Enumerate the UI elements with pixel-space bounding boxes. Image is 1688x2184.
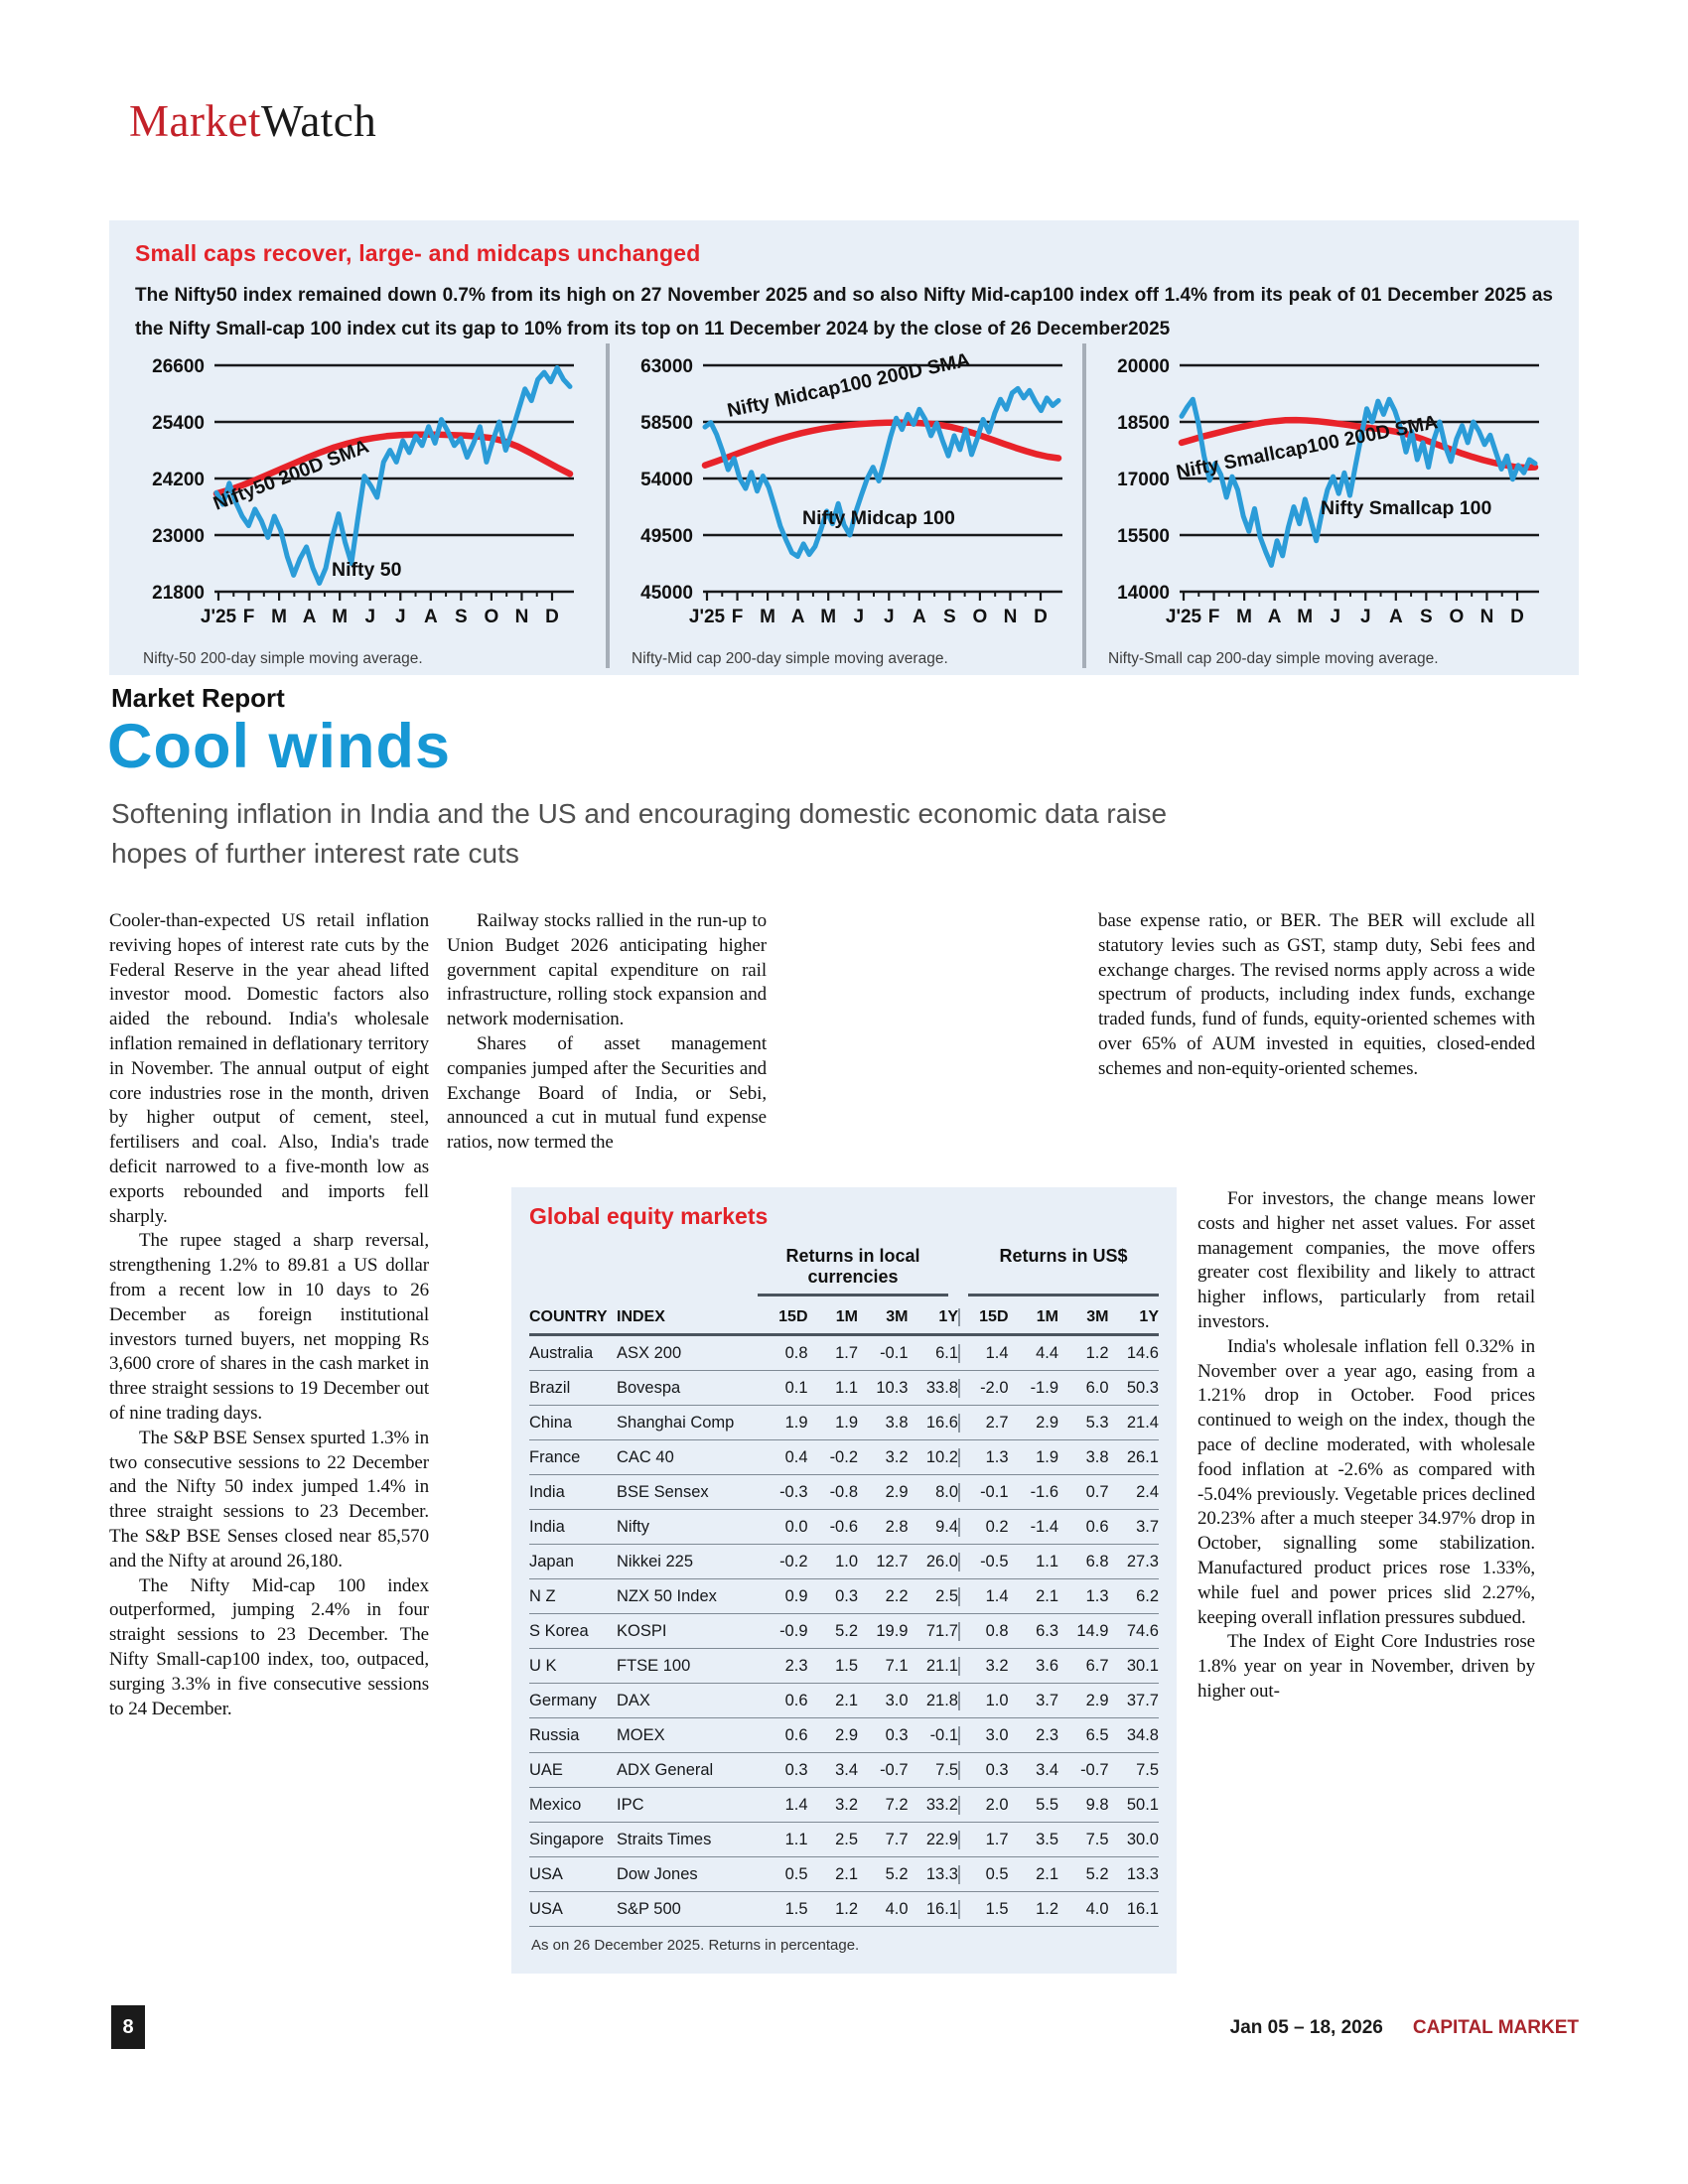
- cell-country: Germany: [529, 1691, 597, 1709]
- cell-return: 33.2: [925, 1795, 958, 1814]
- cell-return: 0.3: [784, 1760, 808, 1779]
- cell-return: 2.9: [1036, 1413, 1058, 1432]
- svg-text:54000: 54000: [640, 470, 693, 490]
- cell-return: 50.1: [1126, 1795, 1159, 1814]
- magazine-masthead: [129, 95, 376, 147]
- cell-return: 7.5: [1136, 1760, 1159, 1779]
- cell-country: UAE: [529, 1760, 563, 1779]
- cell-return: -0.7: [880, 1760, 909, 1779]
- cell-index: MOEX: [617, 1725, 665, 1744]
- table-col-header: 1Y: [1139, 1308, 1159, 1325]
- cell-return: 2.9: [885, 1482, 909, 1501]
- cell-return: 6.7: [1085, 1656, 1109, 1675]
- smallcap-chart-canvas: [1100, 343, 1559, 648]
- index-line-label: Nifty Smallcap 100: [1321, 497, 1492, 519]
- sma-line-label: Nifty Midcap100 200D SMA: [725, 348, 972, 422]
- cell-return: 1.2: [1036, 1899, 1058, 1918]
- table-row: [529, 1475, 1159, 1510]
- cell-return: -0.3: [779, 1482, 808, 1501]
- cell-return: 5.2: [1085, 1864, 1109, 1883]
- cell-return: 0.3: [835, 1586, 858, 1605]
- midcap-chart-caption: Nifty-Mid cap 200-day simple moving average.: [632, 650, 948, 667]
- cell-return: -0.5: [958, 1553, 1009, 1571]
- table-col-header: 1Y: [938, 1308, 958, 1325]
- cell-return: 10.2: [925, 1447, 958, 1466]
- table-body: [529, 1336, 1159, 1927]
- cell-return: 1.9: [784, 1413, 808, 1432]
- svg-text:F: F: [1207, 607, 1220, 627]
- cell-return: 1.5: [784, 1899, 808, 1918]
- chart-nifty50: [129, 343, 606, 668]
- cell-country: Japan: [529, 1552, 574, 1570]
- cell-return: 5.3: [1085, 1413, 1109, 1432]
- cell-return: 5.2: [885, 1864, 909, 1883]
- cell-return: 30.1: [1126, 1656, 1159, 1675]
- cell-return: 6.8: [1085, 1552, 1109, 1570]
- svg-text:23000: 23000: [152, 526, 205, 547]
- cell-index: Dow Jones: [617, 1864, 698, 1883]
- cell-return: 10.3: [876, 1378, 909, 1397]
- table-col-header: 3M: [886, 1308, 909, 1325]
- cell-country: Australia: [529, 1343, 594, 1362]
- cell-return: 50.3: [1126, 1378, 1159, 1397]
- cell-return: 6.3: [1036, 1621, 1058, 1640]
- cell-return: 1.2: [1085, 1343, 1109, 1362]
- cell-return: 2.1: [835, 1864, 858, 1883]
- svg-text:20000: 20000: [1117, 356, 1170, 377]
- svg-text:A: A: [302, 607, 317, 627]
- cell-return: 2.1: [835, 1691, 858, 1709]
- table-footnote: As on 26 December 2025. Returns in percentage.: [531, 1937, 860, 1954]
- svg-text:J: J: [853, 607, 865, 627]
- cell-return: 16.1: [925, 1899, 958, 1918]
- cell-country: Mexico: [529, 1795, 582, 1814]
- paragraph: Cooler-than-expected US retail inflation reviving hopes of interest rate cuts by the Federal Reserve in the year ahead lifted investor mood. Domestic factors also aided the rebound. India's wholesale inflation remained in deflationary territory in November. The annual output of eight core industries rose in the month, driven by higher output of cement, steel, fertilisers and coal. Also, India's trade deficit narrowed to a five-month low as exports rebounded and imports fell sharply.: [109, 910, 429, 1227]
- cell-return: 9.4: [935, 1517, 958, 1536]
- cell-return: 0.3: [958, 1761, 1009, 1780]
- paragraph: For investors, the change means lower costs and higher net asset values. For asset management companies, the move offers greater cost flexibility and likely to attract higher inflows, particularly from retail investors.: [1197, 1188, 1535, 1332]
- cell-return: 4.0: [885, 1899, 909, 1918]
- article-subtitle: Softening inflation in India and the US and encouraging domestic economic data raise hopes of further interest rate cuts: [111, 798, 1168, 869]
- svg-text:14000: 14000: [1117, 583, 1170, 604]
- cell-return: 3.2: [835, 1795, 858, 1814]
- svg-text:M: M: [271, 607, 288, 627]
- svg-text:J'25: J'25: [1165, 607, 1202, 627]
- cell-return: -0.2: [779, 1552, 808, 1570]
- svg-text:S: S: [943, 607, 956, 627]
- cell-index: ADX General: [617, 1760, 714, 1779]
- svg-text:J: J: [883, 607, 895, 627]
- paragraph: The Nifty Mid-cap 100 index outperformed, jumping 2.4% in four straight sessions to 23 December. The Nifty Small-cap100 index, too, outpaced, surging 3.3% in five consecutive sessions to 24 December.: [109, 1574, 429, 1719]
- table-group-headers: [529, 1246, 1159, 1297]
- footer-right: [1230, 2017, 1579, 2039]
- charts-row: [129, 343, 1559, 668]
- cell-return: 7.5: [935, 1760, 958, 1779]
- cell-return: 3.8: [885, 1413, 909, 1432]
- index-line-label: Nifty 50: [332, 559, 402, 581]
- svg-text:N: N: [514, 607, 529, 627]
- cell-return: 7.1: [885, 1656, 909, 1675]
- cell-return: 1.1: [835, 1378, 858, 1397]
- cell-return: 0.6: [784, 1725, 808, 1744]
- svg-text:S: S: [1420, 607, 1433, 627]
- cell-country: USA: [529, 1864, 563, 1883]
- cell-return: 1.4: [784, 1795, 808, 1814]
- cell-return: 26.1: [1126, 1447, 1159, 1466]
- cell-return: 1.3: [1085, 1586, 1109, 1605]
- article-title: Cool winds: [107, 712, 451, 781]
- cell-return: 1.5: [835, 1656, 858, 1675]
- cell-return: 3.0: [958, 1726, 1009, 1745]
- cell-return: 0.0: [784, 1517, 808, 1536]
- table-title: Global equity markets: [529, 1203, 769, 1229]
- group-header-usd: Returns in US$: [968, 1246, 1159, 1297]
- svg-text:F: F: [731, 607, 744, 627]
- chart-nifty-midcap100: [606, 343, 1082, 668]
- paragraph: The rupee staged a sharp reversal, strengthening 1.2% to 89.81 a US dollar from a recent low in 10 days to 26 December as foreign institutional investors turned buyers, net mopping Rs 3,600 crore of shares in the cash market in three straight sessions to 19 December out of nine trading days.: [109, 1230, 429, 1424]
- cell-return: 2.9: [835, 1725, 858, 1744]
- cell-return: 3.4: [1036, 1760, 1058, 1779]
- chart-nifty-smallcap100: [1082, 343, 1559, 668]
- sma-line-label: Nifty Smallcap100 200D SMA: [1174, 411, 1440, 483]
- table-row: [529, 1579, 1159, 1614]
- cell-return: 14.9: [1076, 1621, 1109, 1640]
- svg-text:M: M: [820, 607, 837, 627]
- paragraph: The Index of Eight Core Industries rose 1.8% year on year in November, driven by higher out-: [1197, 1631, 1535, 1702]
- svg-text:J: J: [394, 607, 406, 627]
- svg-text:O: O: [1449, 607, 1465, 627]
- cell-index: S&P 500: [617, 1899, 681, 1918]
- cell-return: 16.1: [1126, 1899, 1159, 1918]
- table-col-header: COUNTRY: [529, 1308, 608, 1325]
- svg-text:A: A: [790, 607, 805, 627]
- svg-text:A: A: [1267, 607, 1282, 627]
- svg-text:63000: 63000: [640, 356, 693, 377]
- cell-return: -0.1: [929, 1725, 958, 1744]
- svg-text:M: M: [1297, 607, 1314, 627]
- section-kicker: Market Report: [111, 683, 285, 713]
- svg-text:58500: 58500: [640, 413, 693, 434]
- cell-return: 0.6: [784, 1691, 808, 1709]
- cell-country: S Korea: [529, 1621, 589, 1640]
- cell-country: Singapore: [529, 1830, 605, 1848]
- svg-text:O: O: [484, 607, 499, 627]
- cell-return: 8.0: [935, 1482, 958, 1501]
- svg-text:25400: 25400: [152, 413, 205, 434]
- table-col-header: 3M: [1086, 1308, 1109, 1325]
- cell-return: 0.8: [784, 1343, 808, 1362]
- cell-return: 2.0: [958, 1796, 1009, 1815]
- cell-return: -1.9: [1030, 1378, 1058, 1397]
- midcap-chart-canvas: [624, 343, 1082, 648]
- cell-return: -0.7: [1080, 1760, 1109, 1779]
- svg-text:J'25: J'25: [200, 607, 237, 627]
- cell-index: Shanghai Comp: [617, 1413, 735, 1432]
- cell-return: 3.2: [958, 1657, 1009, 1676]
- cell-index: Bovespa: [617, 1378, 681, 1397]
- body-column-3-lower: [1197, 1187, 1535, 1705]
- cell-return: 2.3: [1036, 1725, 1058, 1744]
- cell-return: 21.4: [1126, 1413, 1159, 1432]
- body-column-1: [109, 909, 429, 1721]
- svg-text:N: N: [1479, 607, 1494, 627]
- cell-return: 74.6: [1126, 1621, 1159, 1640]
- cell-country: China: [529, 1413, 573, 1432]
- table-row: [529, 1753, 1159, 1788]
- masthead-part-red: Market: [129, 96, 261, 146]
- cell-return: 4.4: [1036, 1343, 1058, 1362]
- cell-index: Straits Times: [617, 1830, 712, 1848]
- cell-return: 1.7: [835, 1343, 858, 1362]
- table-col-header: 15D: [778, 1308, 808, 1325]
- cell-return: 37.7: [1126, 1691, 1159, 1709]
- cell-return: 2.5: [835, 1830, 858, 1848]
- cell-country: India: [529, 1482, 565, 1501]
- nifty50-chart-canvas: [135, 343, 606, 648]
- table-row: [529, 1718, 1159, 1753]
- cell-return: 12.7: [876, 1552, 909, 1570]
- cell-return: 6.1: [935, 1343, 958, 1362]
- table-row: [529, 1336, 1159, 1371]
- table-col-header: 1M: [835, 1308, 858, 1325]
- cell-return: 9.8: [1085, 1795, 1109, 1814]
- table-row: [529, 1614, 1159, 1649]
- cell-return: 3.7: [1036, 1691, 1058, 1709]
- cell-return: 2.1: [1036, 1586, 1058, 1605]
- cell-return: 2.8: [885, 1517, 909, 1536]
- cell-return: 0.1: [784, 1378, 808, 1397]
- svg-text:D: D: [545, 607, 559, 627]
- cell-return: 30.0: [1126, 1830, 1159, 1848]
- svg-text:N: N: [1003, 607, 1018, 627]
- cell-country: USA: [529, 1899, 563, 1918]
- cell-return: 26.0: [925, 1552, 958, 1570]
- summary-intro-text: The Nifty50 index remained down 0.7% from its high on 27 November 2025 and so also Nifty Mid-cap100 index off 1.4% from its peak of 01 December 2025 as the Nifty Small-cap 100 index cut its gap to 10% from its top on 11 December 2024 by the close of 26 December2025: [135, 285, 1553, 340]
- cell-return: 1.0: [835, 1552, 858, 1570]
- svg-text:J: J: [1330, 607, 1341, 627]
- cell-return: -0.6: [829, 1517, 858, 1536]
- svg-text:O: O: [972, 607, 988, 627]
- svg-text:A: A: [423, 607, 438, 627]
- cell-return: 6.2: [1136, 1586, 1159, 1605]
- paragraph: India's wholesale inflation fell 0.32% in November over a year ago, easing from a 1.21% drop in October. Food prices continued to weigh on the index, though the pace of decline moderated, with wholesale food inflation at -2.6% as compared with -5.04% previously. Vegetable prices declined 20.23% after a much steeper 34.97% drop in October, signalling some stabilization. Manufactured product prices rose 1.33%, while fuel and power prices slid 2.27%, keeping overall inflation pressures subdued.: [1197, 1335, 1535, 1628]
- cell-return: 0.9: [784, 1586, 808, 1605]
- cell-return: 0.7: [1085, 1482, 1109, 1501]
- cell-return: 2.1: [1036, 1864, 1058, 1883]
- cell-return: 33.8: [925, 1378, 958, 1397]
- cell-return: 3.4: [835, 1760, 858, 1779]
- svg-text:49500: 49500: [640, 526, 693, 547]
- cell-return: -2.0: [958, 1379, 1009, 1398]
- cell-return: 5.2: [835, 1621, 858, 1640]
- svg-text:45000: 45000: [640, 583, 693, 604]
- cell-return: 1.9: [835, 1413, 858, 1432]
- cell-return: -0.2: [829, 1447, 858, 1466]
- cell-return: 1.3: [958, 1448, 1009, 1467]
- svg-text:S: S: [455, 607, 468, 627]
- global-equity-markets-table: [511, 1187, 1177, 1974]
- sma-line-label: Nifty50 200D SMA: [210, 435, 372, 515]
- table-row: [529, 1440, 1159, 1475]
- cell-index: BSE Sensex: [617, 1482, 709, 1501]
- paragraph: Shares of asset management companies jumped after the Securities and Exchange Board of India, or Sebi, announced a cut in mutual fund expense ratios, now termed the: [447, 1032, 767, 1154]
- svg-text:24200: 24200: [152, 470, 205, 490]
- cell-return: 4.0: [1085, 1899, 1109, 1918]
- cell-index: KOSPI: [617, 1621, 667, 1640]
- cell-return: 1.7: [958, 1831, 1009, 1849]
- table-row: [529, 1892, 1159, 1927]
- svg-text:A: A: [1388, 607, 1403, 627]
- svg-text:M: M: [332, 607, 349, 627]
- cell-return: -0.1: [880, 1343, 909, 1362]
- table-row: [529, 1510, 1159, 1545]
- cell-index: CAC 40: [617, 1447, 674, 1466]
- cell-return: 1.4: [958, 1587, 1009, 1606]
- cell-return: -0.8: [829, 1482, 858, 1501]
- cell-return: 7.5: [1085, 1830, 1109, 1848]
- cell-return: 7.7: [885, 1830, 909, 1848]
- svg-text:M: M: [1236, 607, 1253, 627]
- cell-index: ASX 200: [617, 1343, 682, 1362]
- cell-return: 2.3: [784, 1656, 808, 1675]
- svg-text:J: J: [1359, 607, 1371, 627]
- svg-text:26600: 26600: [152, 356, 205, 377]
- page-number-badge: 8: [111, 2005, 145, 2049]
- cell-return: 3.8: [1085, 1447, 1109, 1466]
- cell-index: FTSE 100: [617, 1656, 691, 1675]
- svg-text:A: A: [912, 607, 926, 627]
- cell-return: 1.0: [958, 1692, 1009, 1710]
- cell-return: 1.1: [784, 1830, 808, 1848]
- table-col-header: 1M: [1036, 1308, 1058, 1325]
- market-summary-box: [109, 220, 1579, 675]
- cell-return: 3.7: [1136, 1517, 1159, 1536]
- svg-text:J: J: [364, 607, 376, 627]
- cell-return: 7.2: [885, 1795, 909, 1814]
- cell-return: 2.7: [958, 1414, 1009, 1433]
- cell-return: 1.9: [1036, 1447, 1058, 1466]
- cell-country: France: [529, 1447, 581, 1466]
- cell-return: 16.6: [925, 1413, 958, 1432]
- index-line-label: Nifty Midcap 100: [802, 507, 955, 529]
- cell-return: 14.6: [1126, 1343, 1159, 1362]
- cell-return: 2.2: [885, 1586, 909, 1605]
- cell-return: 19.9: [876, 1621, 909, 1640]
- cell-return: 22.9: [925, 1830, 958, 1848]
- svg-text:D: D: [1510, 607, 1524, 627]
- body-column-2: [447, 909, 767, 1156]
- table-col-header: INDEX: [617, 1308, 665, 1325]
- cell-country: U K: [529, 1656, 557, 1675]
- nifty50-chart-caption: Nifty-50 200-day simple moving average.: [143, 650, 423, 667]
- cell-return: -0.1: [958, 1483, 1009, 1502]
- cell-return: 6.5: [1085, 1725, 1109, 1744]
- cell-return: 0.2: [958, 1518, 1009, 1537]
- cell-return: -0.9: [779, 1621, 808, 1640]
- table-row: [529, 1857, 1159, 1892]
- magazine-name: CAPITAL MARKET: [1412, 2017, 1579, 2038]
- table-column-headers: [529, 1302, 1159, 1336]
- cell-return: 1.2: [835, 1899, 858, 1918]
- cell-country: N Z: [529, 1586, 556, 1605]
- cell-return: 21.1: [925, 1656, 958, 1675]
- masthead-part-black: Watch: [260, 96, 377, 146]
- cell-return: 2.5: [935, 1586, 958, 1605]
- cell-return: 0.4: [784, 1447, 808, 1466]
- cell-index: NZX 50 Index: [617, 1586, 717, 1605]
- cell-return: -1.6: [1030, 1482, 1058, 1501]
- cell-return: 0.5: [784, 1864, 808, 1883]
- cell-return: 34.8: [1126, 1725, 1159, 1744]
- cell-return: 2.9: [1085, 1691, 1109, 1709]
- smallcap-chart-caption: Nifty-Small cap 200-day simple moving average.: [1108, 650, 1439, 667]
- cell-return: 13.3: [925, 1864, 958, 1883]
- svg-text:18500: 18500: [1117, 413, 1170, 434]
- svg-text:F: F: [242, 607, 255, 627]
- summary-heading: Small caps recover, large- and midcaps unchanged: [135, 240, 701, 266]
- table-row: [529, 1788, 1159, 1823]
- svg-text:J'25: J'25: [688, 607, 726, 627]
- svg-text:17000: 17000: [1117, 470, 1170, 490]
- cell-return: 1.4: [958, 1344, 1009, 1363]
- cell-return: 5.5: [1036, 1795, 1058, 1814]
- cell-index: Nikkei 225: [617, 1552, 694, 1570]
- cell-return: 1.1: [1036, 1552, 1058, 1570]
- cell-return: 13.3: [1126, 1864, 1159, 1883]
- svg-text:15500: 15500: [1117, 526, 1170, 547]
- cell-return: 3.0: [885, 1691, 909, 1709]
- table-row: [529, 1371, 1159, 1406]
- cell-return: 27.3: [1126, 1552, 1159, 1570]
- cell-return: -1.4: [1030, 1517, 1058, 1536]
- svg-text:D: D: [1034, 607, 1048, 627]
- cell-return: 6.0: [1085, 1378, 1109, 1397]
- table-row: [529, 1406, 1159, 1440]
- cell-return: 0.3: [885, 1725, 909, 1744]
- table-row: [529, 1823, 1159, 1857]
- cell-return: 2.4: [1136, 1482, 1159, 1501]
- table-row: [529, 1545, 1159, 1579]
- table-col-header: 15D: [958, 1308, 1009, 1326]
- cell-return: 21.8: [925, 1691, 958, 1709]
- svg-text:M: M: [760, 607, 776, 627]
- cell-return: 0.8: [958, 1622, 1009, 1641]
- cell-country: India: [529, 1517, 565, 1536]
- paragraph: The S&P BSE Sensex spurted 1.3% in two consecutive sessions to 22 December and the Nifty 50 index jumped 1.4% in three straight sessions to 23 December. The S&P BSE Senses closed near 85,570 and the Nifty at around 26,180.: [109, 1427, 429, 1571]
- svg-text:21800: 21800: [152, 583, 205, 604]
- paragraph: base expense ratio, or BER. The BER will exclude all statutory levies such as GST, stamp duty, Sebi fees and exchange charges. The revised norms apply across a wide spectrum of products, including index funds, exchange traded funds, fund of funds, equity-oriented schemes with over 65% of AUM invested in equities, closed-ended schemes and non-equity-oriented schemes.: [1098, 910, 1535, 1079]
- cell-return: 3.5: [1036, 1830, 1058, 1848]
- cell-index: Nifty: [617, 1517, 649, 1536]
- table-row: [529, 1649, 1159, 1684]
- issue-date-range: Jan 05 – 18, 2026: [1229, 2017, 1383, 2038]
- cell-return: 0.5: [958, 1865, 1009, 1884]
- cell-return: 71.7: [925, 1621, 958, 1640]
- cell-return: 1.5: [958, 1900, 1009, 1919]
- paragraph: Railway stocks rallied in the run-up to Union Budget 2026 anticipating higher government capital expenditure on rail infrastructure, rolling stock expansion and network modernisation.: [447, 910, 767, 1030]
- group-header-local: Returns in local currencies: [758, 1246, 948, 1297]
- cell-index: IPC: [617, 1795, 644, 1814]
- cell-return: 3.6: [1036, 1656, 1058, 1675]
- table-row: [529, 1684, 1159, 1718]
- cell-country: Brazil: [529, 1378, 571, 1397]
- cell-country: Russia: [529, 1725, 580, 1744]
- cell-return: 3.2: [885, 1447, 909, 1466]
- cell-return: 0.6: [1085, 1517, 1109, 1536]
- cell-index: DAX: [617, 1691, 650, 1709]
- body-column-3-upper: [1098, 909, 1535, 1082]
